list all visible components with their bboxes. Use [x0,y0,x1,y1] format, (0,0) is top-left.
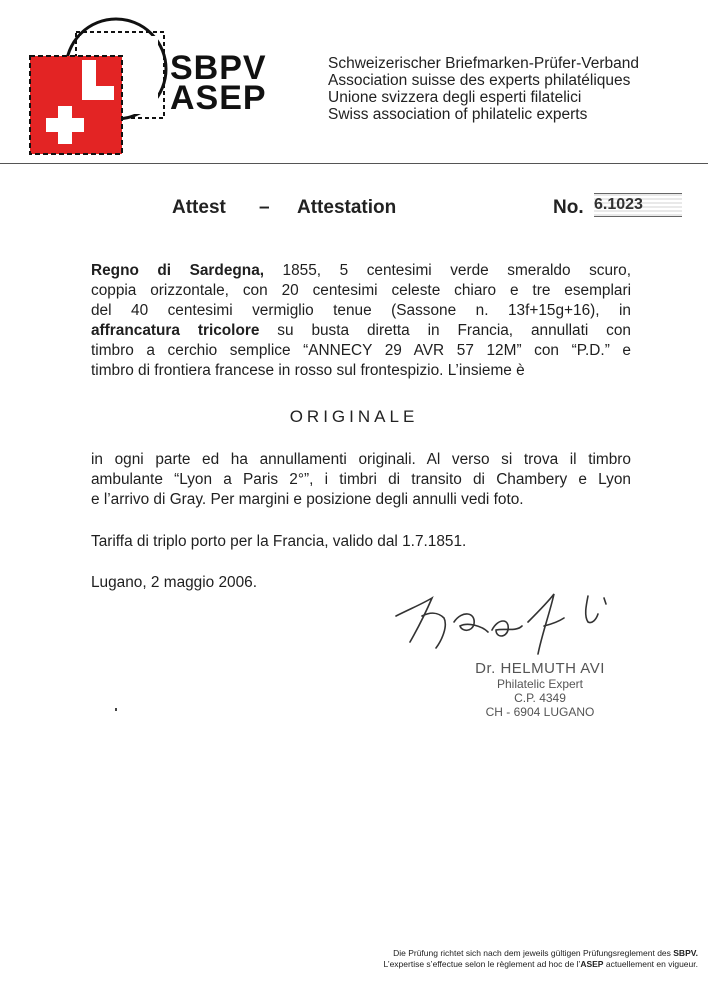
handwritten-signature [392,582,632,662]
verdict-originale: ORIGINALE [289,407,419,426]
description-line [91,261,631,281]
association-name-it: Unione svizzera degli esperti filatelici [328,89,582,106]
brand-line-asep: ASEP [170,79,267,117]
description-text: su busta diretta in Francia, annullati con [259,322,631,339]
description-line [91,321,631,341]
description-bold: affrancatura tricolore [91,322,260,339]
description-line: timbro di frontiera francese in rosso sul frontespizio. L’insieme è [91,362,525,379]
tariff-note: Tariffa di triplo porto per la Francia, valido dal 1.7.1851. [91,533,467,550]
footer-bold: SBPV. [673,948,698,958]
details-line: in ogni parte ed ha annullamenti originali. Al verso si trova il timbro [91,451,631,468]
footer-bold: ASEP [580,958,604,969]
swiss-flag-stamp-icon [28,14,168,159]
signatory-title: Philatelic Expert [496,677,584,691]
heading-dash: – [259,197,270,218]
association-name-en: Swiss association of philatelic experts [328,106,588,123]
association-name-de: Schweizerischer Briefmarken-Prüfer-Verband [328,55,639,72]
description-line: del 40 centesimi vermiglio tenue (Sassone n. 13f+15g+16), in [91,302,631,319]
association-names [328,55,639,123]
brand-line-sbpv: SBPV [170,49,267,87]
brand-logo-text [170,49,267,117]
certificate-number-label: No. [553,197,584,218]
description-text: 1855, 5 centesimi verde smeraldo scuro, [264,262,631,279]
footer-text: L’expertise s’effectue selon le règlement ad hoc de l’ [383,958,581,969]
association-name-fr: Association suisse des experts philatéliques [328,72,631,89]
signatory-name: Dr. HELMUTH AVI [475,660,605,677]
heading-attest: Attest [172,197,226,218]
scan-speck [115,708,117,711]
description-line: timbro a cerchio semplice “ANNECY 29 AVR 57 12M” con “P.D.” e [91,342,631,359]
signatory-po-box: C.P. 4349 [514,691,566,705]
certificate-number: 6.1023 [594,193,682,217]
footer-text: Die Prüfung richtet sich nach dem jeweils gültigen Prüfungsreglement des [393,948,674,958]
details-paragraph [91,450,631,510]
signatory-city: CH - 6904 LUGANO [485,705,595,719]
footer-line-de [330,948,698,959]
place-and-date: Lugano, 2 maggio 2006. [91,574,258,591]
heading-attestation: Attestation [297,197,397,218]
description-paragraph [91,261,631,381]
details-line: ambulante “Lyon a Paris 2°”, i timbri di transito di Chambery e Lyon [91,471,631,488]
details-line: e l’arrivo di Gray. Per margini e posizione degli annulli vedi foto. [91,491,524,508]
header-divider [0,163,708,164]
description-bold: Regno di Sardegna, [91,262,265,279]
footer-text: actuellement en vigueur. [603,958,698,969]
description-line: coppia orizzontale, con 20 centesimi celeste chiaro e tre esemplari [91,282,631,299]
footer-note [330,948,698,969]
footer-line-fr [330,959,698,970]
signatory-block [440,660,640,719]
